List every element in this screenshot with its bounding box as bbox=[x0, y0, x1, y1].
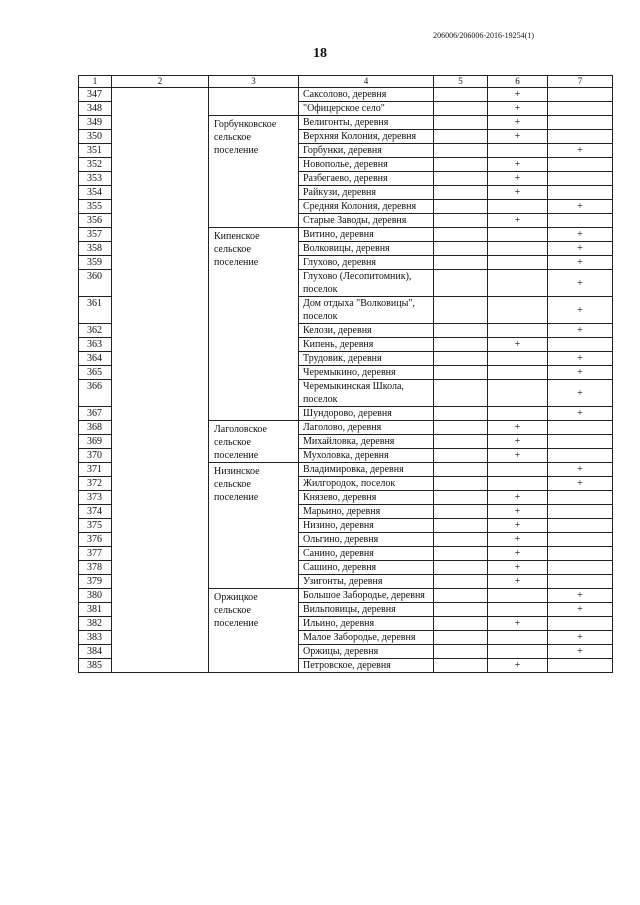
settlement-name: Кипенское сельское поселение bbox=[209, 228, 299, 421]
place-name: Петровское, деревня bbox=[299, 659, 434, 673]
column-7-mark bbox=[548, 505, 613, 519]
column-6-mark bbox=[488, 324, 548, 338]
row-number: 348 bbox=[79, 102, 112, 116]
place-name: Витино, деревня bbox=[299, 228, 434, 242]
table-row bbox=[79, 88, 613, 102]
row-number: 377 bbox=[79, 547, 112, 561]
row-number: 380 bbox=[79, 589, 112, 603]
column-6-mark: + bbox=[488, 435, 548, 449]
place-name: Михайловка, деревня bbox=[299, 435, 434, 449]
column-5-cell bbox=[434, 561, 488, 575]
place-name: Келози, деревня bbox=[299, 324, 434, 338]
row-number: 383 bbox=[79, 631, 112, 645]
row-number: 382 bbox=[79, 617, 112, 631]
column-7-mark: + bbox=[548, 297, 613, 324]
column-5-cell bbox=[434, 617, 488, 631]
column-6-mark bbox=[488, 380, 548, 407]
column-6-mark bbox=[488, 477, 548, 491]
row-number: 358 bbox=[79, 242, 112, 256]
place-name: Ильино, деревня bbox=[299, 617, 434, 631]
place-name: Дом отдыха "Волковицы", поселок bbox=[299, 297, 434, 324]
column-5-cell bbox=[434, 144, 488, 158]
settlement-name bbox=[209, 88, 299, 116]
column-header: 4 bbox=[299, 76, 434, 88]
column-header: 6 bbox=[488, 76, 548, 88]
column-6-mark: + bbox=[488, 102, 548, 116]
column-7-mark bbox=[548, 421, 613, 435]
row-number: 379 bbox=[79, 575, 112, 589]
column-6-mark bbox=[488, 645, 548, 659]
settlement-name: Горбунковское сельское поселение bbox=[209, 116, 299, 228]
column-5-cell bbox=[434, 228, 488, 242]
column-6-mark: + bbox=[488, 172, 548, 186]
row-number: 370 bbox=[79, 449, 112, 463]
column-6-mark bbox=[488, 603, 548, 617]
place-name: Волковицы, деревня bbox=[299, 242, 434, 256]
column-5-cell bbox=[434, 449, 488, 463]
place-name: Санино, деревня bbox=[299, 547, 434, 561]
column-header: 7 bbox=[548, 76, 613, 88]
row-number: 357 bbox=[79, 228, 112, 242]
place-name: Оржицы, деревня bbox=[299, 645, 434, 659]
column-6-mark bbox=[488, 297, 548, 324]
column-7-mark bbox=[548, 519, 613, 533]
column-7-mark bbox=[548, 88, 613, 102]
place-name: Кипень, деревня bbox=[299, 338, 434, 352]
document-id: 206006/206006-2016-19254(1) bbox=[433, 31, 534, 40]
column-header: 3 bbox=[209, 76, 299, 88]
column-7-mark bbox=[548, 435, 613, 449]
column-6-mark bbox=[488, 200, 548, 214]
page-number: 18 bbox=[313, 46, 327, 61]
column-6-mark: + bbox=[488, 575, 548, 589]
column-6-mark: + bbox=[488, 88, 548, 102]
row-number: 371 bbox=[79, 463, 112, 477]
column-7-mark: + bbox=[548, 352, 613, 366]
place-name: Малое Забородье, деревня bbox=[299, 631, 434, 645]
place-name: Шундорово, деревня bbox=[299, 407, 434, 421]
column-5-cell bbox=[434, 242, 488, 256]
row-number: 362 bbox=[79, 324, 112, 338]
row-number: 351 bbox=[79, 144, 112, 158]
column-6-mark: + bbox=[488, 533, 548, 547]
place-name: Велигонты, деревня bbox=[299, 116, 434, 130]
column-7-mark: + bbox=[548, 407, 613, 421]
column-5-cell bbox=[434, 575, 488, 589]
place-name: Черемыкинская Школа, поселок bbox=[299, 380, 434, 407]
column-7-mark bbox=[548, 338, 613, 352]
row-number: 375 bbox=[79, 519, 112, 533]
column-5-cell bbox=[434, 130, 488, 144]
column-7-mark bbox=[548, 617, 613, 631]
column-7-mark: + bbox=[548, 228, 613, 242]
column-5-cell bbox=[434, 200, 488, 214]
place-name: Райкузи, деревня bbox=[299, 186, 434, 200]
column-7-mark: + bbox=[548, 200, 613, 214]
row-number: 356 bbox=[79, 214, 112, 228]
column-5-cell bbox=[434, 505, 488, 519]
column-5-cell bbox=[434, 102, 488, 116]
place-name: Саксолово, деревня bbox=[299, 88, 434, 102]
district-cell bbox=[112, 88, 209, 673]
column-5-cell bbox=[434, 324, 488, 338]
column-7-mark bbox=[548, 547, 613, 561]
place-name: Вильповицы, деревня bbox=[299, 603, 434, 617]
settlement-name: Низинское сельское поселение bbox=[209, 463, 299, 589]
column-5-cell bbox=[434, 519, 488, 533]
column-7-mark: + bbox=[548, 366, 613, 380]
place-name: Узигонты, деревня bbox=[299, 575, 434, 589]
column-6-mark: + bbox=[488, 617, 548, 631]
column-5-cell bbox=[434, 435, 488, 449]
column-7-mark: + bbox=[548, 645, 613, 659]
row-number: 368 bbox=[79, 421, 112, 435]
column-7-mark: + bbox=[548, 603, 613, 617]
row-number: 360 bbox=[79, 270, 112, 297]
column-6-mark: + bbox=[488, 519, 548, 533]
column-5-cell bbox=[434, 533, 488, 547]
column-6-mark bbox=[488, 589, 548, 603]
row-number: 373 bbox=[79, 491, 112, 505]
row-number: 381 bbox=[79, 603, 112, 617]
column-7-mark bbox=[548, 116, 613, 130]
row-number: 361 bbox=[79, 297, 112, 324]
column-6-mark: + bbox=[488, 659, 548, 673]
column-5-cell bbox=[434, 407, 488, 421]
place-name: Марьино, деревня bbox=[299, 505, 434, 519]
place-name: Владимировка, деревня bbox=[299, 463, 434, 477]
place-name: Трудовик, деревня bbox=[299, 352, 434, 366]
column-5-cell bbox=[434, 352, 488, 366]
place-name: Верхняя Колония, деревня bbox=[299, 130, 434, 144]
column-6-mark bbox=[488, 407, 548, 421]
column-6-mark: + bbox=[488, 505, 548, 519]
column-7-mark bbox=[548, 186, 613, 200]
column-5-cell bbox=[434, 270, 488, 297]
column-7-mark: + bbox=[548, 380, 613, 407]
column-7-mark bbox=[548, 172, 613, 186]
column-7-mark: + bbox=[548, 589, 613, 603]
column-6-mark: + bbox=[488, 130, 548, 144]
column-6-mark bbox=[488, 352, 548, 366]
column-6-mark: + bbox=[488, 491, 548, 505]
column-5-cell bbox=[434, 421, 488, 435]
column-7-mark: + bbox=[548, 631, 613, 645]
row-number: 367 bbox=[79, 407, 112, 421]
place-name: Ольгино, деревня bbox=[299, 533, 434, 547]
column-5-cell bbox=[434, 589, 488, 603]
column-5-cell bbox=[434, 158, 488, 172]
column-5-cell bbox=[434, 645, 488, 659]
column-5-cell bbox=[434, 366, 488, 380]
column-6-mark: + bbox=[488, 214, 548, 228]
place-name: Горбунки, деревня bbox=[299, 144, 434, 158]
column-6-mark bbox=[488, 270, 548, 297]
column-5-cell bbox=[434, 659, 488, 673]
row-number: 374 bbox=[79, 505, 112, 519]
column-6-mark bbox=[488, 256, 548, 270]
column-7-mark bbox=[548, 214, 613, 228]
settlement-name: Лаголовское сельское поселение bbox=[209, 421, 299, 463]
column-7-mark bbox=[548, 533, 613, 547]
place-name: Средняя Колония, деревня bbox=[299, 200, 434, 214]
column-6-mark bbox=[488, 631, 548, 645]
column-5-cell bbox=[434, 380, 488, 407]
place-name: Мухоловка, деревня bbox=[299, 449, 434, 463]
place-name: Князево, деревня bbox=[299, 491, 434, 505]
column-7-mark bbox=[548, 102, 613, 116]
row-number: 365 bbox=[79, 366, 112, 380]
settlements-table bbox=[78, 75, 613, 673]
row-number: 364 bbox=[79, 352, 112, 366]
place-name: Глухово (Лесопитомник), поселок bbox=[299, 270, 434, 297]
row-number: 384 bbox=[79, 645, 112, 659]
place-name: Разбегаево, деревня bbox=[299, 172, 434, 186]
place-name: "Офицерское село" bbox=[299, 102, 434, 116]
place-name: Жилгородок, поселок bbox=[299, 477, 434, 491]
column-7-mark: + bbox=[548, 242, 613, 256]
settlement-name: Оржицкое сельское поселение bbox=[209, 589, 299, 673]
row-number: 359 bbox=[79, 256, 112, 270]
column-7-mark: + bbox=[548, 463, 613, 477]
column-5-cell bbox=[434, 491, 488, 505]
column-5-cell bbox=[434, 88, 488, 102]
row-number: 350 bbox=[79, 130, 112, 144]
column-7-mark: + bbox=[548, 324, 613, 338]
column-6-mark: + bbox=[488, 547, 548, 561]
row-number: 385 bbox=[79, 659, 112, 673]
column-6-mark bbox=[488, 366, 548, 380]
column-6-mark bbox=[488, 463, 548, 477]
place-name: Большое Забородье, деревня bbox=[299, 589, 434, 603]
column-header: 1 bbox=[79, 76, 112, 88]
column-5-cell bbox=[434, 603, 488, 617]
row-number: 378 bbox=[79, 561, 112, 575]
column-5-cell bbox=[434, 547, 488, 561]
column-5-cell bbox=[434, 172, 488, 186]
row-number: 372 bbox=[79, 477, 112, 491]
column-7-mark bbox=[548, 575, 613, 589]
column-6-mark: + bbox=[488, 561, 548, 575]
row-number: 355 bbox=[79, 200, 112, 214]
column-7-mark bbox=[548, 449, 613, 463]
place-name: Лаголово, деревня bbox=[299, 421, 434, 435]
place-name: Черемыкино, деревня bbox=[299, 366, 434, 380]
column-header-row bbox=[79, 76, 613, 88]
place-name: Глухово, деревня bbox=[299, 256, 434, 270]
column-5-cell bbox=[434, 256, 488, 270]
column-5-cell bbox=[434, 116, 488, 130]
column-7-mark bbox=[548, 491, 613, 505]
place-name: Сашино, деревня bbox=[299, 561, 434, 575]
column-6-mark bbox=[488, 242, 548, 256]
table-body bbox=[79, 88, 613, 673]
place-name: Новополье, деревня bbox=[299, 158, 434, 172]
column-7-mark bbox=[548, 158, 613, 172]
column-6-mark bbox=[488, 228, 548, 242]
row-number: 352 bbox=[79, 158, 112, 172]
column-6-mark: + bbox=[488, 158, 548, 172]
place-name: Низино, деревня bbox=[299, 519, 434, 533]
column-header: 2 bbox=[112, 76, 209, 88]
column-header: 5 bbox=[434, 76, 488, 88]
column-5-cell bbox=[434, 186, 488, 200]
column-6-mark: + bbox=[488, 186, 548, 200]
column-7-mark bbox=[548, 561, 613, 575]
column-7-mark: + bbox=[548, 256, 613, 270]
row-number: 353 bbox=[79, 172, 112, 186]
row-number: 366 bbox=[79, 380, 112, 407]
row-number: 369 bbox=[79, 435, 112, 449]
column-6-mark bbox=[488, 144, 548, 158]
column-5-cell bbox=[434, 297, 488, 324]
column-5-cell bbox=[434, 631, 488, 645]
row-number: 349 bbox=[79, 116, 112, 130]
column-5-cell bbox=[434, 214, 488, 228]
column-7-mark: + bbox=[548, 270, 613, 297]
column-7-mark: + bbox=[548, 477, 613, 491]
row-number: 376 bbox=[79, 533, 112, 547]
column-6-mark: + bbox=[488, 116, 548, 130]
column-6-mark: + bbox=[488, 421, 548, 435]
column-7-mark bbox=[548, 130, 613, 144]
column-6-mark: + bbox=[488, 338, 548, 352]
column-5-cell bbox=[434, 463, 488, 477]
row-number: 347 bbox=[79, 88, 112, 102]
column-5-cell bbox=[434, 477, 488, 491]
column-5-cell bbox=[434, 338, 488, 352]
column-6-mark: + bbox=[488, 449, 548, 463]
row-number: 354 bbox=[79, 186, 112, 200]
column-7-mark bbox=[548, 659, 613, 673]
place-name: Старые Заводы, деревня bbox=[299, 214, 434, 228]
row-number: 363 bbox=[79, 338, 112, 352]
column-7-mark: + bbox=[548, 144, 613, 158]
